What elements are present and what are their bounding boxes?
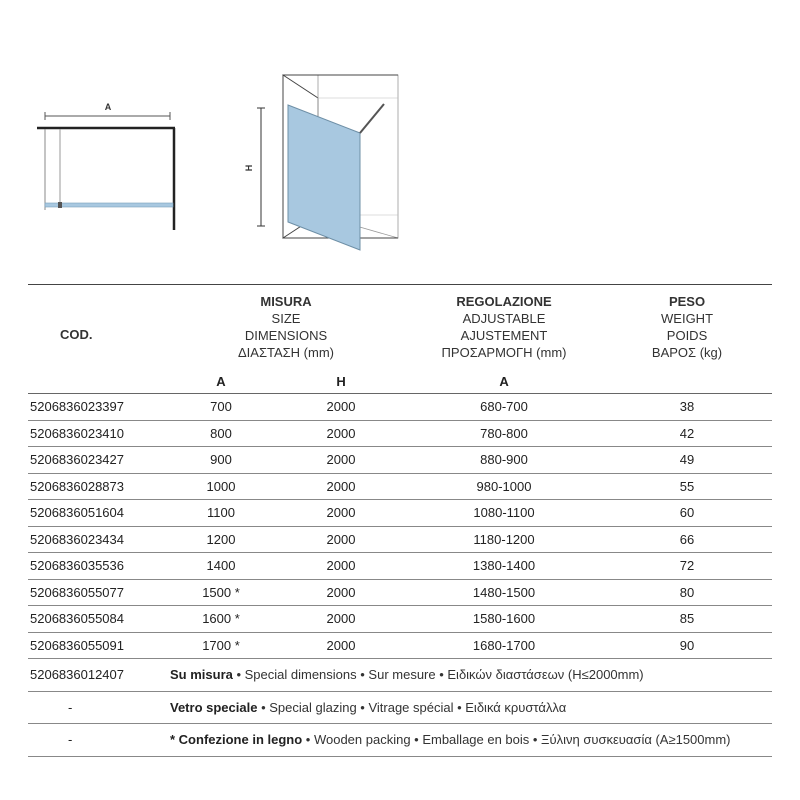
table-header-row [28, 285, 772, 370]
subheader-weight-empty [602, 369, 772, 394]
cell-adjustable: 1080-1100 [406, 500, 602, 527]
cell-adjustable: 780-800 [406, 420, 602, 447]
table-row [28, 473, 772, 500]
note-description: • Wooden packing • Emballage en bois • Ξύλινη συσκευασία (A≥1500mm) [302, 732, 731, 748]
glass-panel-plan [45, 203, 173, 207]
cell-adjustable: 880-900 [406, 447, 602, 474]
cell-code: 5206836023434 [28, 526, 166, 553]
cell-weight: 55 [602, 473, 772, 500]
table-row [28, 526, 772, 553]
subheader-adjust-a: A [406, 369, 602, 394]
cell-code: 5206836028873 [28, 473, 166, 500]
perspective-view-drawing [244, 75, 398, 250]
cell-size-a: 900 [166, 447, 276, 474]
cell-weight: 66 [602, 526, 772, 553]
cell-size-h: 2000 [276, 500, 406, 527]
cell-size-a: 1500 * [166, 579, 276, 606]
specifications-table [28, 284, 772, 757]
table-row [28, 420, 772, 447]
note-text [166, 724, 772, 757]
cell-size-h: 2000 [276, 447, 406, 474]
column-subheader-row [28, 369, 772, 394]
table-row [28, 500, 772, 527]
cell-weight: 49 [602, 447, 772, 474]
cell-adjustable: 1380-1400 [406, 553, 602, 580]
glass-panel-perspective [288, 105, 360, 250]
note-row [28, 691, 772, 724]
cell-weight: 42 [602, 420, 772, 447]
note-row [28, 659, 772, 692]
cell-code: 5206836035536 [28, 553, 166, 580]
note-text [166, 659, 772, 692]
cell-adjustable: 1580-1600 [406, 606, 602, 633]
table-row [28, 447, 772, 474]
subheader-empty [28, 369, 166, 394]
cell-size-a: 1600 * [166, 606, 276, 633]
cell-code: 5206836023410 [28, 420, 166, 447]
cell-code: 5206836023427 [28, 447, 166, 474]
cell-size-h: 2000 [276, 632, 406, 659]
fixing-bracket [58, 202, 62, 208]
plan-view-drawing [37, 102, 175, 230]
cell-size-h: 2000 [276, 606, 406, 633]
cell-size-a: 1100 [166, 500, 276, 527]
table-row [28, 579, 772, 606]
dimension-a-label: A [104, 102, 112, 112]
cell-size-h: 2000 [276, 526, 406, 553]
header-weight: PESO WEIGHT POIDS ΒΑΡΟΣ (kg) [651, 294, 723, 360]
specifications-table-wrapper [28, 284, 772, 757]
dimension-h-label: H [244, 164, 254, 172]
cell-weight: 85 [602, 606, 772, 633]
note-code: - [28, 691, 166, 724]
header-code: COD. [60, 326, 93, 342]
note-description: • Special glazing • Vitrage spécial • Ειδικά κρυστάλλα [257, 699, 567, 715]
table-row [28, 394, 772, 421]
cell-size-h: 2000 [276, 394, 406, 421]
note-title: * Confezione in legno [170, 732, 303, 748]
note-text [166, 691, 772, 724]
cell-size-a: 1200 [166, 526, 276, 553]
cell-code: 5206836055084 [28, 606, 166, 633]
note-title: Su misura [170, 667, 233, 683]
cell-adjustable: 980-1000 [406, 473, 602, 500]
subheader-a: A [166, 369, 276, 394]
subheader-h: H [276, 369, 406, 394]
cell-size-a: 1000 [166, 473, 276, 500]
cell-code: 5206836051604 [28, 500, 166, 527]
cell-size-a: 700 [166, 394, 276, 421]
cell-size-a: 1400 [166, 553, 276, 580]
cell-size-h: 2000 [276, 420, 406, 447]
cell-size-a: 800 [166, 420, 276, 447]
support-bar [360, 104, 384, 133]
cell-code: 5206836055091 [28, 632, 166, 659]
cell-adjustable: 1180-1200 [406, 526, 602, 553]
cell-weight: 60 [602, 500, 772, 527]
cell-size-h: 2000 [276, 553, 406, 580]
technical-drawings [0, 0, 800, 280]
cell-adjustable: 1680-1700 [406, 632, 602, 659]
cell-size-h: 2000 [276, 473, 406, 500]
table-row [28, 632, 772, 659]
header-adjustable: REGOLAZIONE ADJUSTABLE AJUSTEMENT ΠΡΟΣΑΡΜΟΓΗ (mm) [441, 294, 567, 360]
table-body [28, 394, 772, 659]
cell-weight: 80 [602, 579, 772, 606]
header-size: MISURA SIZE DIMENSIONS ΔΙΑΣΤΑΣΗ (mm) [238, 294, 335, 360]
cell-adjustable: 680-700 [406, 394, 602, 421]
note-code: 5206836012407 [28, 659, 166, 692]
note-title: Vetro speciale [170, 699, 258, 715]
note-code: - [28, 724, 166, 757]
cell-size-h: 2000 [276, 579, 406, 606]
notes-body [28, 659, 772, 757]
cell-adjustable: 1480-1500 [406, 579, 602, 606]
drawing-canvas [0, 0, 800, 280]
table-row [28, 553, 772, 580]
cell-weight: 38 [602, 394, 772, 421]
cell-code: 5206836023397 [28, 394, 166, 421]
cell-weight: 90 [602, 632, 772, 659]
cell-code: 5206836055077 [28, 579, 166, 606]
table-row [28, 606, 772, 633]
note-description: • Special dimensions • Sur mesure • Ειδικών διαστάσεων (H≤2000mm) [232, 667, 644, 683]
note-row [28, 724, 772, 757]
cell-size-a: 1700 * [166, 632, 276, 659]
cell-weight: 72 [602, 553, 772, 580]
